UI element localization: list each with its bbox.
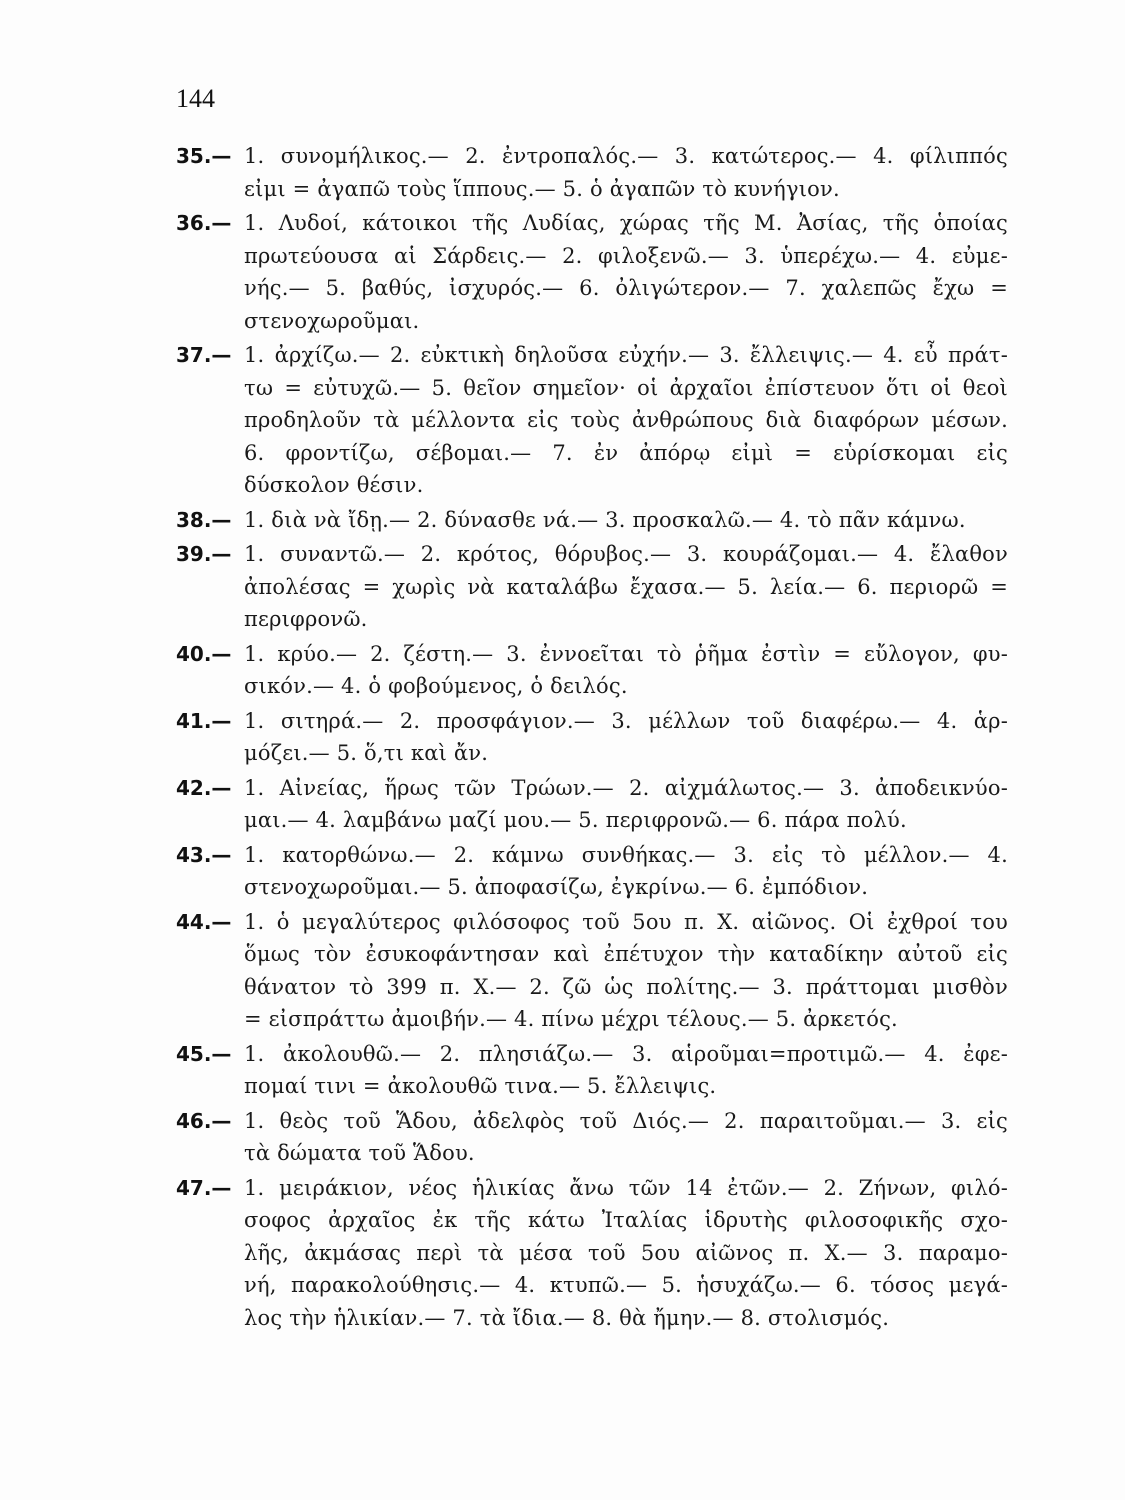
entry-text-line: 1. μειράκιον, νέος ἡλικίας ἄνω τῶν 14 ἐτῶν.— 2. Ζήνων, φιλό- [244, 1175, 1008, 1200]
glossary-entry [176, 538, 1008, 636]
entry-text-line: στενοχωροῦμαι. [244, 308, 420, 333]
entry-number: 39.— [176, 542, 232, 566]
entry-number: 43.— [176, 842, 232, 867]
entry-number: 45.— [176, 1041, 232, 1066]
glossary-entry [176, 140, 1008, 205]
entry-text-line: 6. φροντίζω, σέβομαι.— 7. ἐν ἀπόρῳ εἰμὶ = εὑρίσκομαι εἰς [244, 440, 1008, 465]
entry-text-line: 1. Αἰνείας, ἥρως τῶν Τρώων.— 2. αἰχμάλωτος.— 3. ἀποδεικνύο- [244, 775, 1008, 800]
entry-number: 37.— [176, 343, 232, 367]
glossary-entry [176, 705, 1008, 770]
entry-text-line: 1. συναντῶ.— 2. κρότος, θόρυβος.— 3. κουράζομαι.— 4. ἔλαθον [244, 542, 1008, 566]
entry-text-line: πομαί τινι = ἀκολουθῶ τινα.— 5. ἔλλειψις. [244, 1074, 717, 1098]
glossary-entry [176, 638, 1008, 703]
glossary-entry [176, 1172, 1008, 1335]
glossary-entry [176, 906, 1008, 1036]
entry-text-line: περιφρονῶ. [244, 607, 368, 631]
entry-text-line: μόζει.— 5. ὅ,τι καὶ ἄν. [244, 741, 489, 765]
glossary-entries [176, 140, 1008, 1336]
entry-number: 42.— [176, 775, 232, 800]
entry-text-line: 1. συνομήλικος.— 2. ἐντροπαλός.— 3. κατώτερος.— 4. φίλιππός [244, 144, 1008, 168]
entry-number: 40.— [176, 641, 232, 666]
entry-text-line: τὰ δώματα τοῦ Ἅδου. [244, 1141, 475, 1165]
entry-text-line: 1. ἀρχίζω.— 2. εὐκτικὴ δηλοῦσα εὐχήν.— 3. ἔλλειψις.— 4. εὖ πράτ- [244, 343, 1008, 367]
entry-number: 47.— [176, 1175, 232, 1200]
entry-number: 35.— [176, 144, 232, 168]
entry-text-line: εἰμι = ἀγαπῶ τοὺς ἵππους.— 5. ὁ ἀγαπῶν τὸ κυνήγιον. [244, 176, 840, 201]
entry-number: 36.— [176, 211, 232, 235]
entry-text-line: τω = εὐτυχῶ.— 5. θεῖον σημεῖον· οἱ ἀρχαῖοι ἐπίστευον ὅτι οἱ θεοὶ [244, 375, 1008, 400]
entry-text-line: 1. Λυδοί, κάτοικοι τῆς Λυδίας, χώρας τῆς Μ. Ἀσίας, τῆς ὁποίας [244, 211, 1008, 235]
glossary-entry [176, 1038, 1008, 1103]
glossary-entry [176, 772, 1008, 837]
entry-text-line: στενοχωροῦμαι.— 5. ἀποφασίζω, ἐγκρίνω.— 6. ἐμπόδιον. [244, 875, 869, 899]
entry-number: 41.— [176, 708, 232, 733]
entry-text-line: νή, παρακολούθησις.— 4. κτυπῶ.— 5. ἡσυχάζω.— 6. τόσος μεγά- [244, 1273, 1008, 1297]
entry-text-line: 1. κρύο.— 2. ζέστη.— 3. ἐννοεῖται τὸ ῥῆμα ἐστὶν = εὔλογον, φυ- [244, 641, 1008, 666]
glossary-entry [176, 839, 1008, 904]
glossary-entry [176, 207, 1008, 337]
entry-text-line: νής.— 5. βαθύς, ἰσχυρός.— 6. ὀλιγώτερον.— 7. χαλεπῶς ἔχω = [244, 276, 1008, 300]
entry-number: 46.— [176, 1108, 232, 1133]
entry-text-line: σικόν.— 4. ὁ φοβούμενος, ὁ δειλός. [244, 674, 628, 698]
entry-text-line: = εἰσπράττω ἀμοιβήν.— 4. πίνω μέχρι τέλους.— 5. ἀρκετός. [244, 1007, 898, 1031]
entry-text-line: 1. κατορθώνω.— 2. κάμνω συνθήκας.— 3. εἰς τὸ μέλλον.— 4. [244, 842, 1008, 867]
entry-text-line: λος τὴν ἡλικίαν.— 7. τὰ ἴδια.— 8. θὰ ἤμην.— 8. στολισμός. [244, 1305, 890, 1330]
entry-text-line: προδηλοῦν τὰ μέλλοντα εἰς τοὺς ἀνθρώπους διὰ διαφόρων μέσων. [244, 408, 1008, 432]
entry-text-line: 1. ὁ μεγαλύτερος φιλόσοφος τοῦ 5ου π. Χ. αἰῶνος. Οἱ ἐχθροί του [244, 909, 1008, 934]
entry-text-line: λῆς, ἀκμάσας περὶ τὰ μέσα τοῦ 5ου αἰῶνος π. Χ.— 3. παραμο- [244, 1240, 1008, 1265]
entry-text-line: μαι.— 4. λαμβάνω μαζί μου.— 5. περιφρονῶ.— 6. πάρα πολύ. [244, 808, 907, 832]
glossary-entry [176, 1105, 1008, 1170]
glossary-entry [176, 339, 1008, 502]
entry-text-line: σοφος ἀρχαῖος ἐκ τῆς κάτω Ἰταλίας ἱδρυτὴς φιλοσοφικῆς σχο- [244, 1208, 1008, 1232]
entry-number: 44.— [176, 909, 232, 934]
entry-text-line: 1. θεὸς τοῦ Ἅδου, ἀδελφὸς τοῦ Διός.— 2. παραιτοῦμαι.— 3. εἰς [244, 1108, 1008, 1133]
entry-text-line: ἀπολέσας = χωρὶς νὰ καταλάβω ἔχασα.— 5. λεία.— 6. περιορῶ = [244, 574, 1008, 599]
entry-number: 38.— [176, 507, 232, 532]
entry-text-line: πρωτεύουσα αἱ Σάρδεις.— 2. φιλοξενῶ.— 3. ὑπερέχω.— 4. εὐμε- [244, 243, 1008, 268]
page-number: 144 [176, 84, 215, 113]
entry-text-line: θάνατον τὸ 399 π. Χ.— 2. ζῶ ὡς πολίτης.— 3. πράττομαι μισθὸν [244, 974, 1008, 999]
glossary-entry [176, 504, 1008, 537]
entry-text-line: 1. διὰ νὰ ἴδῃ.— 2. δύνασθε νά.— 3. προσκαλῶ.— 4. τὸ πᾶν κάμνω. [244, 507, 966, 532]
entry-text-line: 1. ἀκολουθῶ.— 2. πλησιάζω.— 3. αἱροῦμαι=προτιμῶ.— 4. ἐφε- [244, 1041, 1008, 1066]
entry-text-line: 1. σιτηρά.— 2. προσφάγιον.— 3. μέλλων τοῦ διαφέρω.— 4. ἁρ- [244, 708, 1008, 733]
entry-text-line: ὅμως τὸν ἐσυκοφάντησαν καὶ ἐπέτυχον τὴν καταδίκην αὐτοῦ εἰς [244, 942, 1008, 966]
entry-text-line: δύσκολον θέσιν. [244, 473, 424, 497]
